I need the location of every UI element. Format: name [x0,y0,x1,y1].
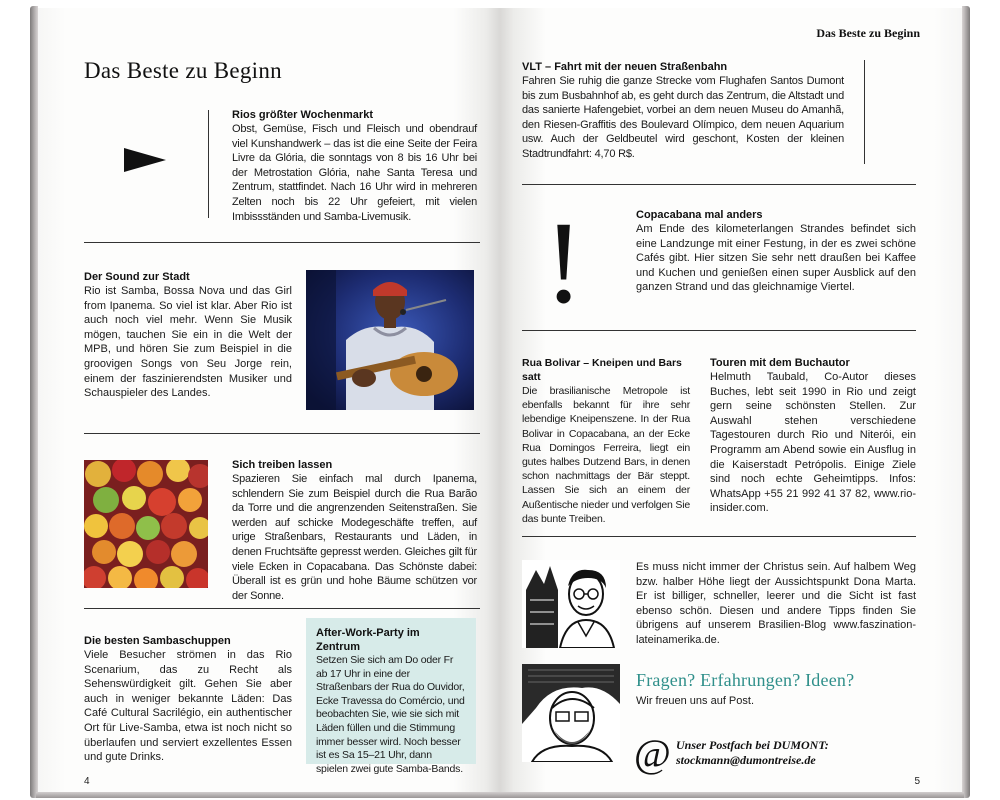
author-sketch-illustration [522,560,620,648]
contact-block [676,738,916,768]
bolivar-text: Die brasilianische Metropole ist ebenfalls bekannt für ihre sehr lebendige Kneipenszene. In der Rua Bolivar in Copacabana, an der Ecke Rua Domingos Ferreira, liegt ein gutes halbes Dutzend Bars, in denen schon nachmittags der Bär steppt. Lassen Sie sich an einem der Außentische nieder und verfolgen Sie das bunte Treiben. [522,385,690,525]
tours-block [710,356,916,516]
arrow-icon [124,148,166,172]
left-page [38,8,500,792]
drift-block [232,458,477,603]
feedback-heading: Fragen? Erfahrungen? Ideen? [636,670,855,690]
feedback-subtext: Wir freuen uns auf Post. [636,695,754,707]
musician-illustration [306,270,474,410]
page-number: 4 [84,776,90,787]
bolivar-block [522,356,690,526]
sound-block [84,270,292,401]
contact-label: Unser Postfach bei DUMONT: [676,738,829,752]
fruit-photo [84,460,208,588]
sound-title: Der Sound zur Stadt [84,271,190,283]
divider [522,184,916,185]
book-edge-left [30,6,38,798]
book-spread [30,6,970,798]
divider [522,330,916,331]
divider [84,242,480,243]
musician-photo [306,270,474,410]
copacabana-text: Am Ende des kilometerlangen Strandes befindet sich eine Landzunge mit einer Festung, in der es zwei schöne Cafés gibt. Hier sitzen Sie sehr nett draußen bei Kaffee und Kuchen und genießen einen super Ausblick auf den ganzen Strand und das gleichnamige Viertel. [636,223,916,294]
vlt-block [522,60,844,162]
exclamation-icon: ! [544,197,584,328]
divider [84,433,480,434]
page-number: 5 [914,776,920,787]
tours-title: Touren mit dem Buchautor [710,357,850,369]
christus-text: Es muss nicht immer der Christus sein. Auf halbem Weg bzw. halber Höhe liegt der Aussichtspunkt Dona Marta. Er ist billiger, schneller, leerer und die Sicht ist fast ebenso schön. Diesen und andere Tipps finden Sie übrigens auf unserem Brasilien-Blog www.faszination-lateinamerika.de. [636,561,916,646]
fruit-illustration [84,460,208,588]
contact-email[interactable]: stockmann@dumontreise.de [676,753,816,767]
christus-block [636,560,916,648]
running-head: Das Beste zu Beginn [816,26,920,40]
bolivar-title: Rua Bolivar – Kneipen und Bars satt [522,357,682,383]
divider [522,536,916,537]
divider-vertical [208,110,209,218]
author-sketch-2 [522,664,620,762]
market-block [232,108,477,224]
tours-text: Helmuth Taubald, Co-Autor dieses Buches, lebt seit 1990 in Rio und zeigt gern seine schönsten Stellen. Zur Auswahl stehen verschiedene Tagestouren durch Rio und Niterói, ein Programm am Abend sowie ein Ausflug in die Kaiserstadt Petrópolis. Einige Ziele sind noch echte Geheimtipps. Infos: WhatsApp +55 21 992 41 37 82, www.rio-insider.com. [710,371,916,515]
drift-title: Sich treiben lassen [232,459,333,471]
market-title: Rios größter Wochenmarkt [232,109,373,121]
samba-title: Die besten Sambaschuppen [84,635,231,647]
vlt-title: VLT – Fahrt mit der neuen Straßenbahn [522,61,728,73]
copacabana-title: Copacabana mal anders [636,209,763,221]
afterwork-title: After-Work-Party im Zentrum [316,627,420,653]
right-page [500,8,962,792]
at-sign-icon: @ [634,731,671,776]
book-edge-bottom [36,792,964,798]
afterwork-text: Setzen Sie sich am Do oder Fr ab 17 Uhr in eine der Straßenbars der Rua do Ouvidor, Ecke Travessa do Comércio, und beobachten Sie, wie sie sich mit Läden füllen und die Stimmung immer besser wird. Noch besser ist es Sa 15–21 Uhr, dann spielen zwei gute Samba-Bands. [316,654,465,775]
author-sketch-1 [522,560,620,648]
sound-text: Rio ist Samba, Bossa Nova und das Girl from Ipanema. So viel ist klar. Aber Rio ist auch noch viel mehr. Wenn Sie Musik mögen, tauchen Sie ein in die Welt der MPB, und hören Sie zum Beispiel in die groovigen Songs von Seu Jorge rein, einem der faszinierendsten Musiker und Schauspieler des Landes. [84,285,292,400]
book-edge-right [962,6,970,798]
author-sketch-illustration [522,664,620,762]
vlt-text: Fahren Sie ruhig die ganze Strecke vom Flughafen Santos Dumont bis zum Busbahnhof ab, es geht durch das Zentrum, die Altstadt und das sanierte Hafengebiet, vorbei an dem neuen Museu do Amanhã, den Riesen-Graffitis des Boulevard Olímpico, dem neuen Aquarium usw. Auch der Geldbeutel wird geschont, Kosten der kleinen Stadtrundfahrt: 4,70 R$. [522,75,844,160]
copacabana-block [636,208,916,295]
divider-vertical [864,60,865,164]
page-title: Das Beste zu Beginn [84,58,282,83]
samba-text: Viele Besucher strömen in das Rio Scenarium, das zu Recht als Sehenswürdigkeit gilt. Gehen Sie aber auch in weniger bekannte Läden: Das Café Cultural Sacrilégio, ein authentischer Ort für Live-Samba, etwa ist noch nicht so überlaufen und serviert exzellentes Essen und gute Drinks. [84,649,292,764]
market-text: Obst, Gemüse, Fisch und Fleisch und obendrauf viel Kunshandwerk – das ist die eine Seite der Feira Livre da Glória, die sonntags von 8 bis 16 Uhr bei der Metrostation Glória, nahe Santa Teresa und Zentrum, stattfindet. Nach 16 Uhr wird in mehreren Zelten noch bis 22 Uhr gefeiert, mit vielen Imbissständen und Samba-Livemusik. [232,123,477,223]
afterwork-tip-box [306,618,476,775]
drift-text: Spazieren Sie einfach mal durch Ipanema, schlendern Sie zum Beispiel durch die Rua Barão da Torre und die angrenzenden Seitenstraßen. Sie werden auf schicke Modegeschäfte treffen, auf urige Straßenbars, Restaurants und Läden, in denen Fruchtsäfte gepresst werden. Gleiches gilt für viele Ecken in Copacabana. Das Schönste dabei: Überall ist es grün und hohe Bäume schützen vor der Sonne. [232,473,477,602]
divider [84,608,480,609]
samba-block [84,634,292,765]
